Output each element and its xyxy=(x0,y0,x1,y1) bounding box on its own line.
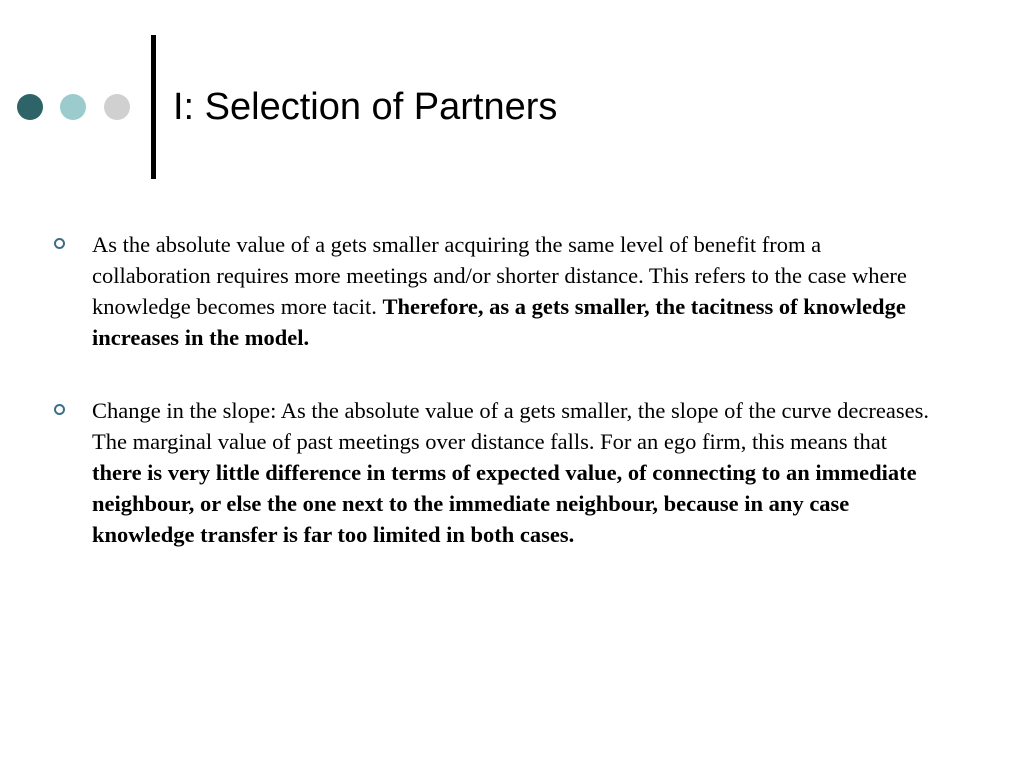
bullet-item xyxy=(52,395,942,550)
decorative-dot-dark xyxy=(17,94,43,120)
bullet-circle-icon xyxy=(54,404,65,415)
title-divider xyxy=(151,35,156,179)
bullet-circle-icon xyxy=(54,238,65,249)
bullet-list xyxy=(52,229,942,550)
bullet-text: Change in the slope: As the absolute value of a gets smaller, the slope of the curve decreases. The marginal value of past meetings over distance falls. For an ego firm, this means that xyxy=(92,398,929,454)
decorative-dot-light xyxy=(60,94,86,120)
decorative-dot-gray xyxy=(104,94,130,120)
bullet-item xyxy=(52,229,942,353)
bullet-bold-text: there is very little difference in terms of expected value, of connecting to an immediate neighbour, or else the one next to the immediate neighbour, because in any case knowledge transfer is far too limited in both cases. xyxy=(92,460,917,547)
bullet-text: As the absolute value of a gets smaller acquiring the same level of benefit from a collaboration requires more meetings and/or shorter distance. This refers to the case where knowledge becomes more tacit. xyxy=(92,232,907,319)
bullet-bold-text: Therefore, as a gets smaller, the tacitness of knowledge increases in the model. xyxy=(92,294,906,350)
slide-title: I: Selection of Partners xyxy=(173,86,558,128)
